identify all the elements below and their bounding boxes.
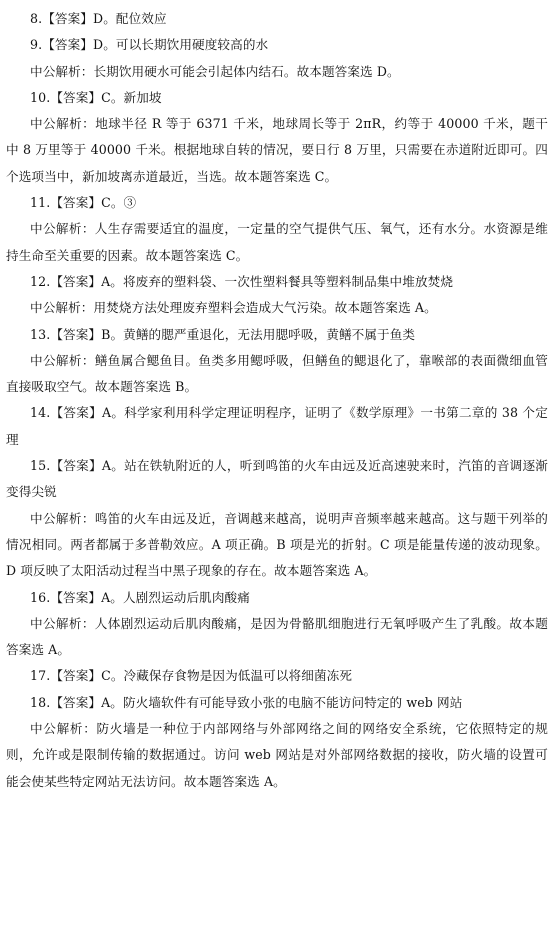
analysis-12: 中公解析：用焚烧方法处理废弃塑料会造成大气污染。故本题答案选 A。 xyxy=(30,300,437,316)
answer-10: 10.【答案】C。新加坡 xyxy=(30,89,162,105)
answer-14: 14.【答案】A。科学家利用科学定理证明程序，证明了《数学原理》一书第二章的 38 个定理 xyxy=(6,405,548,447)
answer-17: 17.【答案】C。冷藏保存食物是因为低温可以将细菌冻死 xyxy=(30,668,353,684)
answer-16: 16.【答案】A。人剧烈运动后肌肉酸痛 xyxy=(30,589,250,605)
answer-11: 11.【答案】C。③ xyxy=(30,195,137,211)
analysis-18: 中公解析：防火墙是一种位于内部网络与外部网络之间的网络安全系统，它依照特定的规则，允许或是限制传输的数据通过。访问 web 网站是对外部网络数据的接收，防火墙的设置可能会使某些特定网站无法访问。故本题答案选 A。 xyxy=(6,721,548,789)
answer-13: 13.【答案】B。黄鳝的腮严重退化，无法用腮呼吸，黄鳝不属于鱼类 xyxy=(30,326,416,342)
answer-9: 9.【答案】D。可以长期饮用硬度较高的水 xyxy=(30,37,269,53)
analysis-15: 中公解析：鸣笛的火车由远及近，音调越来越高，说明声音频率越来越高。这与题干列举的情况相同。两者都属于多普勒效应。A 项正确。B 项是光的折射。C 项是能量传递的波动现象。D 项反映了太阳活动过程当中黑子现象的存在。故本题答案选 A。 xyxy=(6,510,548,579)
answer-15: 15.【答案】A。站在铁轨附近的人，听到鸣笛的火车由远及近高速驶来时，汽笛的音调逐渐变得尖锐 xyxy=(6,458,548,500)
analysis-11: 中公解析：人生存需要适宜的温度，一定量的空气提供气压、氧气，还有水分。水资源是维持生命至关重要的因素。故本题答案选 C。 xyxy=(6,221,548,263)
analysis-13: 中公解析：鳝鱼属合鳃鱼目。鱼类多用鳃呼吸，但鳝鱼的鳃退化了，靠喉部的表面微细血管直接吸取空气。故本题答案选 B。 xyxy=(6,352,548,395)
answer-8: 8.【答案】D。配位效应 xyxy=(30,11,167,26)
analysis-9: 中公解析：长期饮用硬水可能会引起体内结石。故本题答案选 D。 xyxy=(30,63,400,79)
answer-12: 12.【答案】A。将废弃的塑料袋、一次性塑料餐具等塑料制品集中堆放焚烧 xyxy=(30,273,454,289)
analysis-16: 中公解析：人体剧烈运动后肌肉酸痛，是因为骨骼肌细胞进行无氧呼吸产生了乳酸。故本题答案选 A。 xyxy=(6,615,548,658)
answer-18: 18.【答案】A。防火墙软件有可能导致小张的电脑不能访问特定的 web 网站 xyxy=(30,694,463,710)
analysis-10: 中公解析：地球半径 R 等于 6371 千米，地球周长等于 2πR，约等于 40000 千米，题干中 8 万里等于 40000 千米。根据地球自转的情况，要日行 8 万里，只需要在赤道附近即可。四个选项当中，新加坡离赤道最近，当选。故本题答案选 C。 xyxy=(6,116,548,184)
